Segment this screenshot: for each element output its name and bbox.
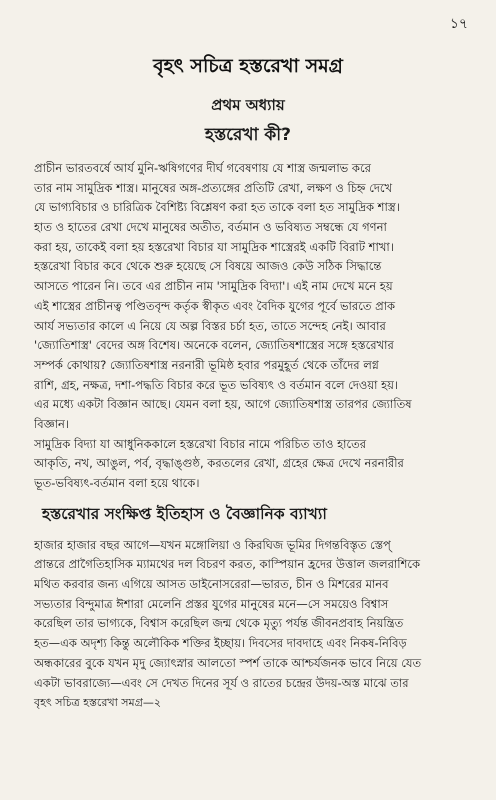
- page-number: ১৭: [449, 16, 468, 32]
- paragraph-1: [34, 159, 474, 257]
- text-line: তার নাম সামুদ্রিক শাস্ত্র। মানুষের অঙ্গ-প্রত্যঙ্গের প্রতিটি রেখা, লক্ষণ ও চিহ্ন দেখে: [34, 180, 393, 195]
- section-heading: হস্তরেখার সংক্ষিপ্ত ইতিহাস ও বৈজ্ঞানিক ব্যাখ্যা: [42, 504, 327, 523]
- book-title: বৃহৎ সচিত্র হস্তরেখা সমগ্র: [153, 55, 343, 77]
- text-line: 'জ্যোতিশাস্ত্র' বেদের অঙ্গ বিশেষ। অনেকে বলেন, জ্যোতিষশাস্ত্রের সঙ্গে হস্তরেখার: [34, 338, 394, 353]
- text-line: আকৃতি, নখ, আঙুল, পর্ব, বৃদ্ধাঙ্গুষ্ঠ, করতলের রেখা, গ্রহের ক্ষেত্র দেখে নরনারীর: [34, 456, 404, 471]
- text-line: প্রাচীন ভারতবর্ষে আর্য মুনি-ঋষিগণের দীর্ঘ গবেষণায় যে শাস্ত্র জন্মলাভ করে: [34, 161, 371, 175]
- text-line: এই শাস্ত্রের প্রাচীনত্ব পণ্ডিতবৃন্দ কর্তৃক স্বীকৃত এবং বৈদিক যুগের পূর্বে ভারতে প্রাক: [34, 298, 396, 313]
- text-line: ভূত-ভবিষ্যৎ-বর্তমান বলা হয়ে থাকে।: [34, 476, 200, 490]
- section-question-heading: হস্তরেখা কী?: [205, 125, 291, 145]
- text-line: মথিত করবার জন্য এগিয়ে আসত ডাইনোসরেরা—ভারত, চীন ও মিশরের মানব: [34, 577, 389, 592]
- page-footer: বৃহৎ সচিত্র হস্তরেখা সমগ্র—২: [34, 696, 162, 710]
- text-line: এর মধ্যে একটা বিজ্ঞান আছে। যেমন বলা হয়, আগে জ্যোতিষশাস্ত্র তারপর জ্যোতিষ: [34, 397, 412, 412]
- text-line: সভ্যতার বিন্দুমাত্র ঈশারা মেলেনি প্রস্তর যুগের মানুষের মনে—সে সময়েও বিশ্বাস: [34, 596, 389, 611]
- paragraph-4: [34, 536, 474, 694]
- text-line: করেছিল তার ভাগ্যকে, বিশ্বাস করেছিল জন্ম থেকে মৃত্যু পর্যন্ত জীবনপ্রবাহ নিয়ন্ত্রিত: [34, 616, 404, 631]
- text-line: অন্ধকারের বুকে যখন মৃদু জ্যোৎস্নার আলতো স্পর্শ তাকে আশ্চর্যজনক ভাবে নিয়ে যেত: [34, 655, 422, 670]
- page-body: [34, 159, 474, 712]
- text-line: বিজ্ঞান।: [34, 416, 70, 431]
- text-line: একটা ভাবরাজ্যে—এবং সে দেখত দিনের সূর্য ও রাতের চন্দ্রের উদয়-অস্ত মাঝে তার: [34, 675, 409, 690]
- paragraph-3: [34, 435, 474, 494]
- text-line: প্রান্তরে প্রাগৈতিহাসিক ম্যামথের দল বিচরণ করত, কাস্পিয়ান হ্রদের উত্তাল জলরাশিকে: [34, 557, 421, 572]
- text-line: রাশি, গ্রহ, নক্ষত্র, দশা-পদ্ধতি বিচার করে ভূত ভবিষ্যৎ ও বর্তমান বলে দেওয়া হয়।: [34, 377, 399, 392]
- text-line: আর্য সভ্যতার কালে এ নিয়ে যে অল্প বিস্তর চর্চা হত, তাতে সন্দেহ নেই। আবার: [34, 318, 386, 333]
- text-line: হাজার হাজার বছর আগে—যখন মঙ্গোলিয়া ও কিরঘিজ ভূমির দিগন্তবিস্তৃত স্তেপ্: [34, 537, 391, 552]
- paragraph-2: [34, 257, 474, 434]
- text-line: আসতে পারেন নি। তবে এর প্রাচীন নাম 'সামুদ্রিক বিদ্যা'। এই নাম দেখে মনে হয়: [34, 279, 393, 294]
- chapter-heading: প্রথম অধ্যায়: [211, 96, 285, 114]
- text-line: সামুদ্রিক বিদ্যা যা আধুনিককালে হস্তরেখা বিচার নামে পরিচিত তাও হাতের: [34, 436, 367, 451]
- text-line: যে ভাগ্যবিচার ও চারিত্রিক বৈশিষ্ট্য বিশ্লেষণ করা হত তাকে বলা হত সামুদ্রিক শাস্ত্র।: [34, 200, 400, 215]
- text-line: সম্পর্ক কোথায়? জ্যোতিষশাস্ত্র নরনারী ভূমিষ্ঠ হবার পরমুহূর্ত থেকে তাঁদের লগ্ন: [34, 357, 379, 372]
- text-line: হাত ও হাতের রেখা দেখে মানুষের অতীত, বর্তমান ও ভবিষ্যত সম্বন্ধে যে গণনা: [34, 220, 387, 235]
- text-line: হত—এক অদৃশ্য কিন্তু অলৌকিক শক্তির ইচ্ছায়। দিবসের দাবদাহে এবং নিকষ-নিবিড়: [34, 636, 407, 651]
- text-line: হস্তরেখা বিচার কবে থেকে শুরু হয়েছে সে বিষয়ে আজও কেউ সঠিক সিদ্ধান্তে: [34, 259, 382, 274]
- text-line: করা হয়, তাকেই বলা হয় হস্তরেখা বিচার যা সামুদ্রিক শাস্ত্রেরই একটি বিরাট শাখা।: [34, 239, 394, 254]
